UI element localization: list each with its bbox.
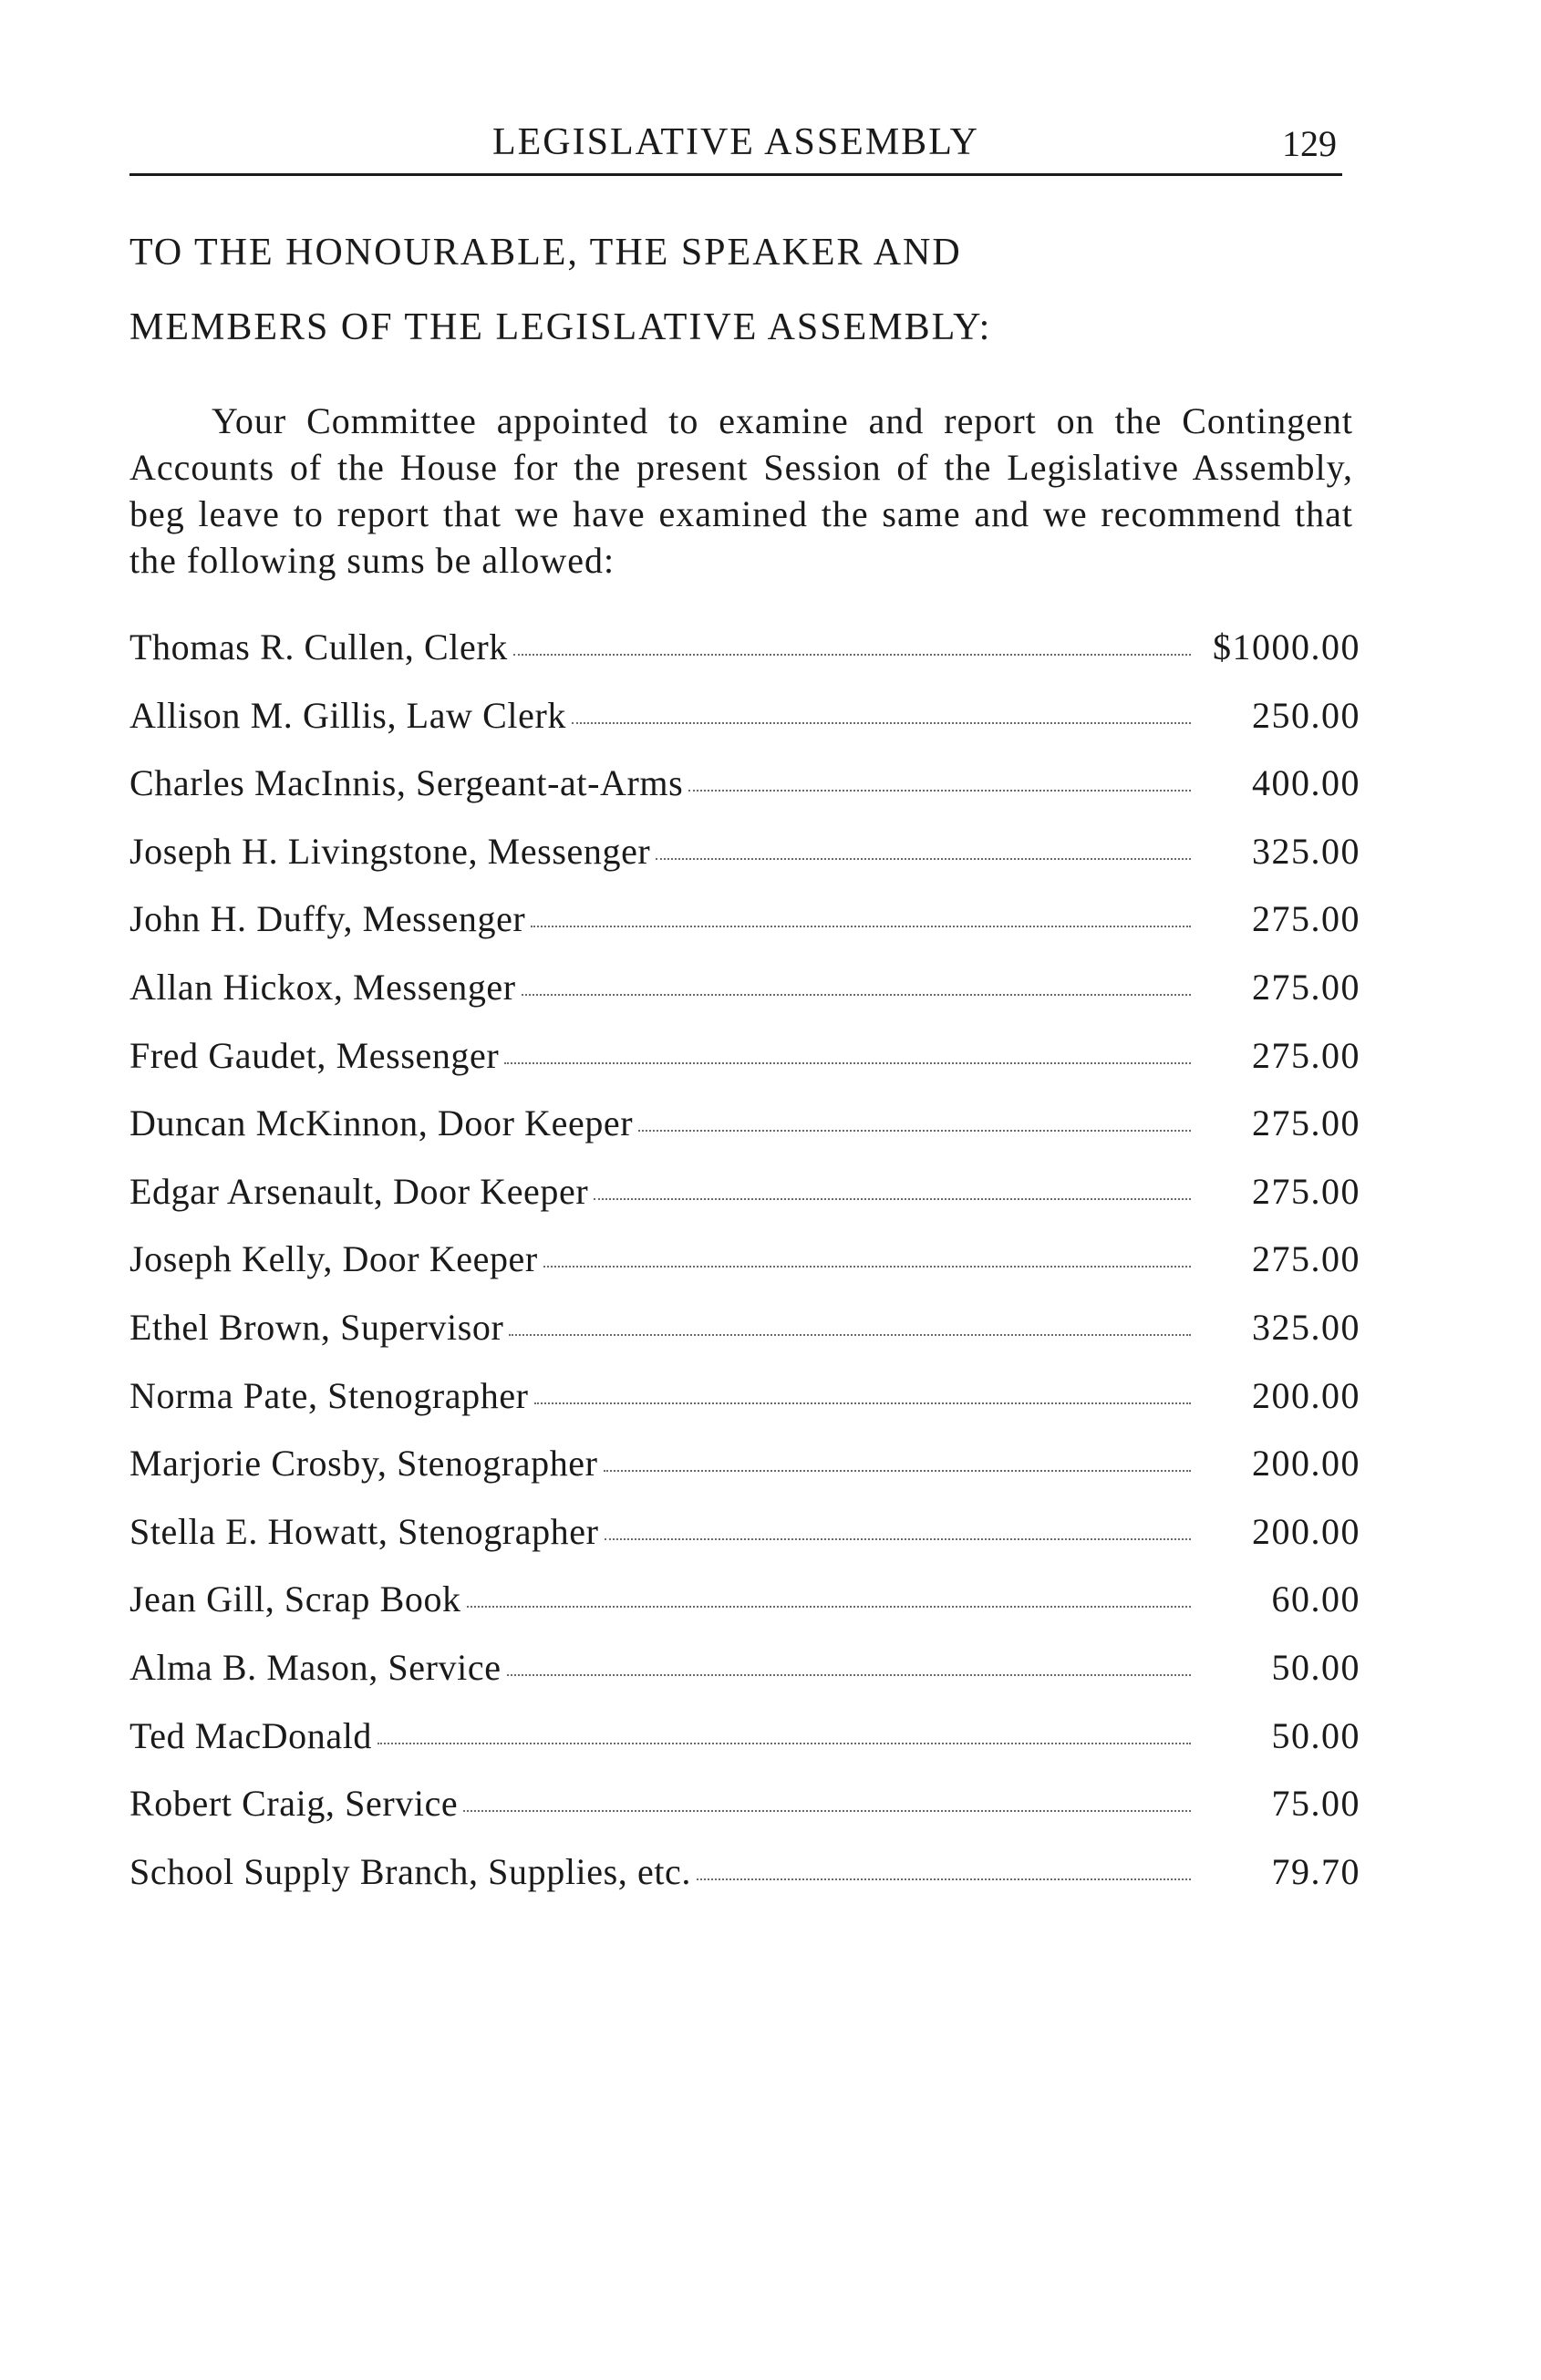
account-name: Ethel Brown, Supervisor (129, 1306, 504, 1348)
dot-leader (522, 994, 1191, 996)
address-block (129, 215, 1360, 365)
account-amount: 275.00 (1252, 1102, 1360, 1144)
account-row (129, 1102, 1360, 1170)
account-row (129, 1170, 1360, 1238)
account-amount: 325.00 (1252, 1306, 1360, 1348)
account-name: Thomas R. Cullen, Clerk (129, 626, 508, 667)
dot-leader (534, 1402, 1191, 1404)
account-name: Allison M. Gillis, Law Clerk (129, 694, 567, 736)
account-amount: 325.00 (1252, 830, 1360, 872)
account-amount: 50.00 (1271, 1714, 1360, 1756)
account-row (129, 1578, 1360, 1646)
account-row (129, 1510, 1360, 1578)
report-paragraph: Your Committee appointed to examine and report on the Contingent Accounts of the House for the present Session of the Legislative Assembly, beg leave to report that we have examined the same and we recommend that the following sums be allowed: (129, 400, 1353, 581)
account-amount: 275.00 (1252, 1170, 1360, 1212)
account-name: Ted MacDonald (129, 1714, 373, 1756)
account-name: Edgar Arsenault, Door Keeper (129, 1170, 589, 1212)
account-name: Stella E. Howatt, Stenographer (129, 1510, 599, 1552)
account-row (129, 761, 1360, 830)
dot-leader (377, 1743, 1191, 1744)
dot-leader (594, 1198, 1191, 1200)
running-title: LEGISLATIVE ASSEMBLY (492, 121, 979, 163)
dot-leader (504, 1062, 1191, 1064)
account-row (129, 1782, 1360, 1850)
dot-leader (688, 790, 1191, 792)
account-name: Robert Craig, Service (129, 1783, 459, 1825)
account-name: Allan Hickox, Messenger (129, 966, 516, 1008)
account-amount: 75.00 (1271, 1783, 1360, 1825)
account-row (129, 1646, 1360, 1714)
account-amount: 275.00 (1252, 966, 1360, 1008)
account-name: Joseph Kelly, Door Keeper (129, 1238, 538, 1280)
account-row (129, 1306, 1360, 1374)
dot-leader (543, 1266, 1191, 1268)
account-name: Joseph H. Livingstone, Messenger (129, 830, 651, 872)
account-name: Norma Pate, Stenographer (129, 1374, 529, 1416)
account-name: John H. Duffy, Messenger (129, 898, 526, 940)
dot-leader (467, 1606, 1191, 1608)
accounts-list (129, 626, 1360, 1918)
account-amount: 50.00 (1271, 1646, 1360, 1688)
account-name: School Supply Branch, Supplies, etc. (129, 1850, 691, 1892)
account-amount: 200.00 (1252, 1443, 1360, 1485)
account-row (129, 1442, 1360, 1510)
account-row (129, 1237, 1360, 1306)
account-amount: $1000.00 (1213, 626, 1360, 667)
account-amount: 275.00 (1252, 1238, 1360, 1280)
account-row (129, 1374, 1360, 1443)
account-row (129, 830, 1360, 898)
account-name: Alma B. Mason, Service (129, 1646, 502, 1688)
account-amount: 250.00 (1252, 694, 1360, 736)
address-line-2: MEMBERS OF THE LEGISLATIVE ASSEMBLY: (129, 306, 992, 348)
account-amount: 79.70 (1271, 1850, 1360, 1892)
account-row (129, 1034, 1360, 1102)
dot-leader (572, 722, 1191, 724)
account-row (129, 694, 1360, 762)
dot-leader (509, 1334, 1191, 1336)
dot-leader (463, 1810, 1191, 1812)
account-name: Fred Gaudet, Messenger (129, 1034, 500, 1076)
account-row (129, 966, 1360, 1034)
account-name: Marjorie Crosby, Stenographer (129, 1443, 598, 1485)
account-amount: 275.00 (1252, 898, 1360, 940)
account-name: Duncan McKinnon, Door Keeper (129, 1102, 634, 1144)
dot-leader (605, 1538, 1191, 1540)
account-row (129, 626, 1360, 694)
dot-leader (638, 1130, 1191, 1132)
account-name: Charles MacInnis, Sergeant-at-Arms (129, 762, 684, 804)
header-rule (129, 173, 1342, 176)
account-row (129, 1714, 1360, 1783)
account-row (129, 1850, 1360, 1919)
dot-leader (656, 858, 1191, 860)
account-row (129, 897, 1360, 966)
account-amount: 200.00 (1252, 1510, 1360, 1552)
account-name: Jean Gill, Scrap Book (129, 1578, 461, 1620)
dot-leader (513, 654, 1191, 656)
account-amount: 275.00 (1252, 1034, 1360, 1076)
account-amount: 400.00 (1252, 762, 1360, 804)
page-number: 129 (1282, 123, 1337, 164)
dot-leader (531, 926, 1191, 927)
account-amount: 200.00 (1252, 1374, 1360, 1416)
dot-leader (604, 1470, 1191, 1472)
dot-leader (507, 1674, 1191, 1676)
running-header (129, 111, 1342, 166)
account-amount: 60.00 (1271, 1578, 1360, 1620)
address-line-1: TO THE HONOURABLE, THE SPEAKER AND (129, 232, 962, 274)
dot-leader (697, 1878, 1191, 1880)
